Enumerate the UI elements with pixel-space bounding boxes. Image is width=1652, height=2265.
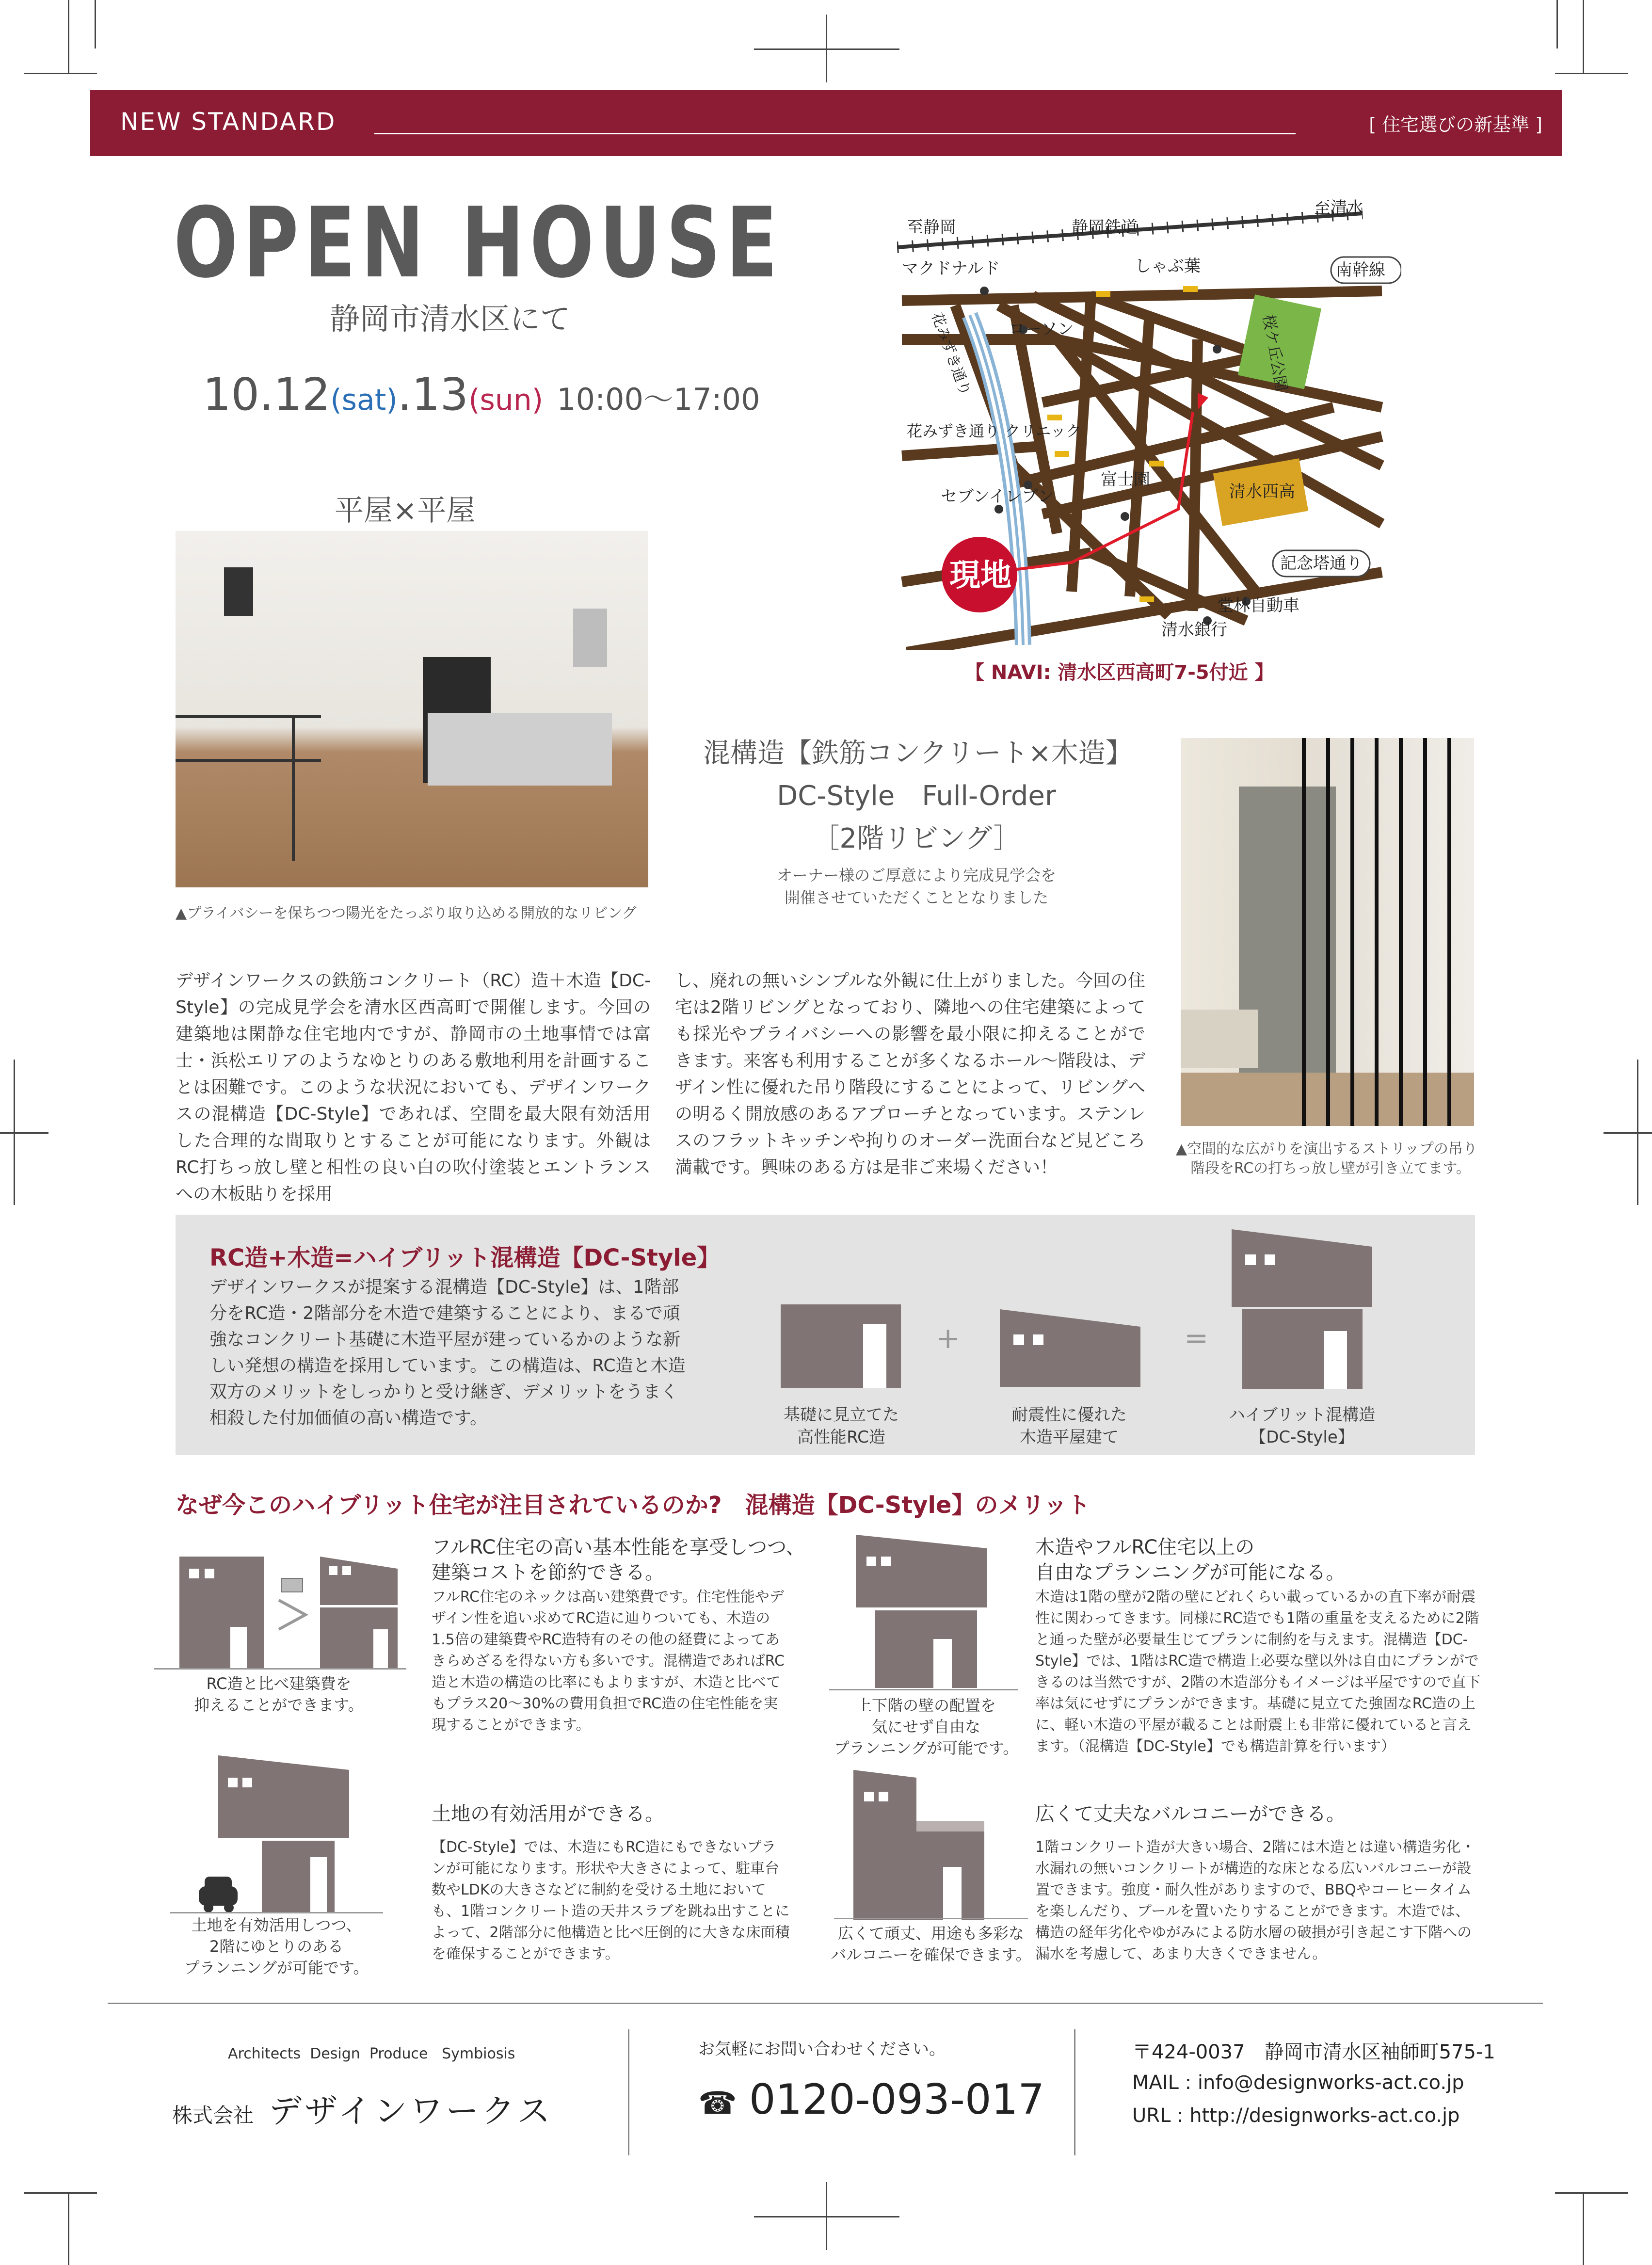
header-label: NEW STANDARD <box>120 108 337 136</box>
crop-mark <box>1583 0 1584 73</box>
merit1-heading <box>432 1535 819 1585</box>
header-divider <box>374 133 1296 134</box>
staircase-caption-line2: 階段をRCの打ちっ放し壁が引き立てます。 <box>1190 1160 1471 1177</box>
equals-sign: = <box>1184 1321 1209 1355</box>
page-title: OPEN HOUSE <box>174 187 783 300</box>
merit1-heading-line2: 建築コストを節約できる。 <box>432 1561 664 1584</box>
map-label-mcdonalds: マクドナルド <box>902 259 1000 278</box>
project-title-line3: ［2階リビング］ <box>812 823 1021 854</box>
location-subtitle: 静岡市清水区にて <box>330 301 571 337</box>
merit2-heading <box>1035 1535 1472 1585</box>
crop-mark <box>1583 2192 1584 2265</box>
wood-diagram-caption <box>982 1404 1156 1448</box>
merit3-divider <box>170 1912 383 1913</box>
crop-mark <box>1637 1060 1638 1205</box>
crop-mark <box>826 2182 827 2250</box>
merit4-caption-line1: 広くて頑丈、用途も多彩な <box>837 1924 1024 1943</box>
merit4-text: 1階コンクリート造が大きい場合、2階には木造とは違い構造劣化・水漏れの無いコンクリートが構造的な床となる広いバルコニーが設置できます。強度・耐久性がありますので、BBQやコーヒータイムを楽しんだり、プールを置いたりすることができます。木造では、構造の経年劣化やゆがみによる防水層の破損が引き起こす下階への漏水を考慮して、あまり大きくできません。 <box>1035 1839 1476 1962</box>
merit2-divider <box>829 1689 1018 1690</box>
merit2-caption-line3: プランニングが可能です。 <box>834 1739 1019 1757</box>
crop-mark <box>0 1132 48 1134</box>
project-title-line2: DC-Style Full-Order <box>777 780 1056 812</box>
crop-mark <box>826 15 827 82</box>
crop-mark <box>1556 0 1558 48</box>
hybrid-caption-line2: 【DC-Style】 <box>1250 1428 1354 1447</box>
staircase-caption <box>1176 1140 1486 1178</box>
merit1-caption <box>170 1673 388 1716</box>
map-label-to-shizuoka: 至静岡 <box>907 218 956 237</box>
crop-mark <box>68 0 69 73</box>
map-label-nankan: 南幹線 <box>1336 260 1385 280</box>
map-label-hanamizuki-st: 花みずき通り <box>928 310 974 398</box>
crop-mark <box>24 73 97 74</box>
footer-divider-vertical <box>628 2029 629 2155</box>
map-label-clinic: 花みずき通り クリニック <box>907 422 1082 440</box>
map-label-dourin: 堂林自動車 <box>1217 596 1299 615</box>
living-room-caption: ▲プライバシーを保ちつつ陽光をたっぷり取り込める開放的なリビング <box>176 905 637 922</box>
merit2-heading-line2: 自由なプランニングが可能になる。 <box>1035 1561 1346 1584</box>
merit1-diagram <box>175 1542 407 1668</box>
merit1-caption-line1: RC造と比べ建築費を <box>206 1674 352 1693</box>
navi-address: 【 NAVI: 清水区西高町7-5付近 】 <box>965 661 1274 684</box>
photo-title: 平屋×平屋 <box>335 494 476 528</box>
merit3-caption-line3: プランニングが可能です。 <box>184 1959 369 1977</box>
merit3-caption-line2: 2階にゆとりのある <box>209 1937 344 1956</box>
merit3-caption-line1: 土地を有効活用しつつ、 <box>191 1916 362 1934</box>
url-link[interactable]: URL : http://designworks-act.co.jp <box>1132 2104 1460 2127</box>
merit2-text: 木造は1階の壁が2階の壁にどれくらい載っているかの直下率が耐震性に関わってきます。同様にRC造でも1階の重量を支えるために2階と通った壁が必要量生じてプランに制約を与えます。混構造【DC-Style】では、1階はRC造で構造上必要な壁以外は自由にプランができるのは当然ですが、2階の木造部分もイメージは平屋ですので直下率は気にせずにプランができます。基礎に見立てた強固なRC造の上に、軽い木造の平屋が載ることは耐震上も非常に優れていると言えます。（混構造【DC-Style】でも構造計算を行います） <box>1035 1589 1481 1755</box>
merit3-heading: 土地の有効活用ができる。 <box>432 1803 664 1825</box>
rc-caption-line2: 高性能RC造 <box>797 1428 885 1447</box>
crop-mark <box>1604 1132 1652 1134</box>
map-label-kinento: 記念塔通り <box>1280 554 1363 573</box>
staircase-photo <box>1181 738 1474 1126</box>
hybrid-title: RC造+木造=ハイブリット混構造【DC-Style】 <box>209 1244 721 1271</box>
hybrid-house-diagram <box>1232 1229 1372 1389</box>
company-tagline: Architects Design Produce Symbiosis <box>228 2045 515 2062</box>
map-label-to-shimizu: 至清水 <box>1314 198 1363 218</box>
map-label-fujimien: 富士園 <box>1101 470 1150 489</box>
rc-house-diagram <box>781 1304 901 1388</box>
project-note-line1: オーナー様のご厚意により完成見学会を <box>776 866 1056 884</box>
merit3-text: 【DC-Style】では、木造にもRC造にもできないプランが可能になります。形状や大きさによって、駐車台数やLDKの大きさなどに制約を受ける土地においても、1階コンクリート造の天井スラブを跳ね出すことによって、2階部分に他構造と比べ圧倒的に大きな床面積を確保することができます。 <box>432 1839 790 1962</box>
merit3-diagram <box>194 1755 359 1915</box>
map-label-shizuoka-rail: 静岡鉄道 <box>1072 218 1138 237</box>
wood-caption-line2: 木造平屋建て <box>1020 1428 1119 1447</box>
company-name-text: デザインワークス <box>269 2092 553 2131</box>
wood-caption-line1: 耐震性に優れた <box>1011 1405 1127 1425</box>
map-label-shabuyo: しゃぶ葉 <box>1135 257 1201 276</box>
map-label-lawson: ローソン <box>1009 320 1074 339</box>
crop-mark <box>68 2192 69 2265</box>
rc-caption-line1: 基礎に見立てた <box>784 1405 899 1425</box>
map-genchi-label: 現地 <box>949 558 1011 594</box>
project-title-line1: 混構造【鉄筋コンクリート×木造】 <box>703 738 1133 769</box>
merit2-caption-line2: 気にせず自由な <box>871 1718 980 1736</box>
living-room-photo <box>176 531 648 887</box>
merit4-heading: 広くて丈夫なバルコニーができる。 <box>1035 1803 1346 1825</box>
merit2-caption <box>824 1695 1028 1759</box>
crop-mark <box>1555 2192 1628 2194</box>
wood-house-diagram <box>1000 1309 1140 1387</box>
date-second: .13 <box>397 369 469 420</box>
mail-link[interactable]: MAIL : info@designworks-act.co.jp <box>1132 2072 1464 2094</box>
day-sat: (sat) <box>330 383 398 417</box>
map-label-seven: セブンイレブン <box>941 487 1054 506</box>
crop-mark <box>95 0 96 48</box>
address: 〒424-0037 静岡市清水区袖師町575-1 <box>1132 2041 1495 2063</box>
body-text-right: し、廃れの無いシンプルな外観に仕上がりました。今回の住宅は2階リビングとなっており、隣地への住宅建築によっても採光やプライバシーへの影響を最小限に抑えることができます。来客も利用することが多くなるホール〜階段は、デザイン性に優れた吊り階段にすることによって、リビングへの明るく開放感のあるアプローチとなっています。ステンレスのフラットキッチンや拘りのオーダー洗面台など見どころ満載です。興味のある方は是非ご来場ください！ <box>675 971 1145 1177</box>
project-note-line2: 開催させていただくこととなりました <box>784 888 1048 907</box>
crop-mark <box>1555 73 1628 74</box>
merit2-diagram <box>856 1535 992 1695</box>
merit1-heading-line1: フルRC住宅の高い基本性能を享受しつつ、 <box>432 1536 805 1558</box>
merit1-divider <box>154 1668 406 1670</box>
company-name <box>172 2085 553 2132</box>
body-text-left: デザインワークスの鉄筋コンクリート（RC）造＋木造【DC-Style】の完成見学会を清水区西高町で開催します。今回の建築地は閑静な住宅地内ですが、静岡市の土地事情では富士・浜松エリアのようなゆとりのある敷地利用を計画することは困難です。このような状況においても、デザインワークスの混構造【DC-Style】であれば、空間を最大限有効活用した合理的な間取りとすることが可能になります。外観はRC打ちっ放し壁と相性の良い白の吹付塗装とエントランスへの木板貼りを採用 <box>176 971 651 1204</box>
map-label-shimizu-bank: 清水銀行 <box>1161 620 1227 640</box>
crop-mark <box>14 1060 15 1205</box>
project-title <box>703 732 1133 860</box>
merit4-diagram <box>853 1770 994 1925</box>
hybrid-text: デザインワークスが提案する混構造【DC-Style】は、1階部分をRC造・2階部分を木造で建築することにより、まるで頑強なコンクリート基礎に木造平屋が建っているかのような新しい発想の構造を採用しています。この構造は、RC造と木造双方のメリットをしっかりと受け継ぎ、デメリットをうまく相殺した付加価値の高い構造です。 <box>209 1277 686 1428</box>
day-sun: (sun) <box>468 383 544 417</box>
map-label-shimizu-nishi: 清水西高 <box>1229 482 1295 501</box>
footer-divider-vertical <box>1074 2029 1075 2155</box>
hybrid-caption-line1: ハイブリット混構造 <box>1228 1405 1376 1425</box>
event-time: 10:00〜17:00 <box>557 382 760 417</box>
merit1-text: フルRC住宅のネックは高い建築費です。住宅性能やデザイン性を追い求めてRC造に辿りついても、木造の1.5倍の建築費やRC造特有のその他の経費によってあきらめざるを得ない方も多いです。混構造であればRC造と木造の構造の比率にもよりますが、木造と比べてもプラス20〜30%の費用負担でRC造の住宅性能を実現することができます。 <box>432 1589 785 1734</box>
phone-block <box>698 2075 1044 2124</box>
merit4-caption-line2: バルコニーを確保できます。 <box>831 1945 1031 1964</box>
footer-divider <box>108 2003 1543 2004</box>
access-map <box>897 194 1401 650</box>
phone-icon: ☎ <box>698 2086 737 2121</box>
hybrid-diagram-caption <box>1215 1404 1389 1448</box>
merit2-heading-line1: 木造やフルRC住宅以上の <box>1035 1536 1255 1558</box>
merit4-divider <box>834 1918 1028 1919</box>
plus-sign: + <box>936 1321 961 1355</box>
map-label-sakuragaoka: 桜ケ丘公園 <box>1259 313 1291 393</box>
company-prefix: 株式会社 <box>172 2104 254 2127</box>
merit2-caption-line1: 上下階の壁の配置を <box>856 1696 996 1715</box>
header-band <box>90 90 1562 156</box>
contact-label: お気軽にお問い合わせください。 <box>698 2040 946 2059</box>
merits-title: なぜ今このハイブリット住宅が注目されているのか? 混構造【DC-Style】のメリット <box>176 1492 1091 1519</box>
crop-mark <box>24 2192 97 2194</box>
merit3-caption <box>170 1914 383 1978</box>
header-tagline: [ 住宅選びの新基準 ] <box>1369 114 1542 135</box>
project-note <box>703 864 1130 909</box>
merit1-caption-line2: 抑えることができます。 <box>194 1696 364 1714</box>
date-first: 10.12 <box>203 369 331 420</box>
rc-diagram-caption <box>754 1404 929 1448</box>
phone-number[interactable]: 0120-093-017 <box>749 2075 1045 2124</box>
merit4-caption <box>824 1923 1038 1965</box>
staircase-caption-line1: ▲空間的な広がりを演出するストリップの吊り <box>1176 1141 1477 1157</box>
event-dates <box>203 369 760 420</box>
